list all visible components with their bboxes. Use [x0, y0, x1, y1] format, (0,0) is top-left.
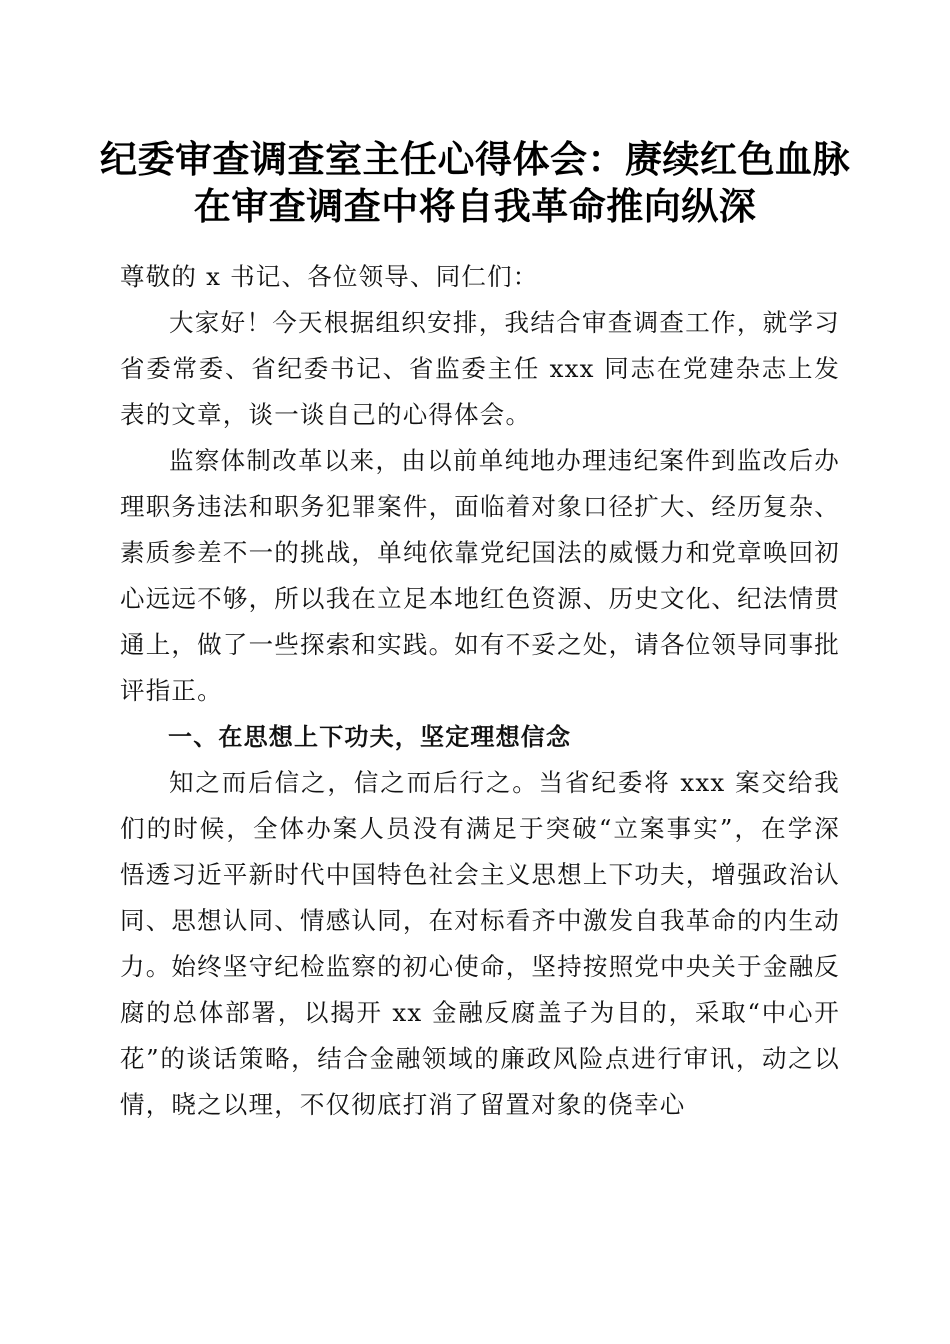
paragraph-background: 监察体制改革以来，由以前单纯地办理违纪案件到监改后办理职务违法和职务犯罪案件，面临着对象口径扩大、经历复杂、素质参差不一的挑战，单纯依靠党纪国法的威慑力和党章唤回初心远远不够，所以我在立足本地红色资源、历史文化、纪法情贯通上，做了一些探索和实践。如有不妥之处，请各位领导同事批评指正。 — [120, 446, 840, 705]
document-body — [120, 254, 840, 1128]
title-line-1: 纪委审查调查室主任心得体会：赓续红色血脉 — [100, 137, 850, 181]
salutation: 尊敬的 x 书记、各位领导、同仁们： — [120, 262, 539, 291]
section-heading-1: 一、在思想上下功夫，坚定理想信念 — [168, 723, 572, 751]
title-line-2: 在审查调查中将自我革命推向纵深 — [193, 184, 757, 228]
paragraph-greeting: 大家好！今天根据组织安排，我结合审查调查工作，就学习省委常委、省纪委书记、省监委主任 xxx 同志在党建杂志上发表的文章，谈一谈自己的心得体会。 — [120, 308, 840, 429]
document-title — [0, 136, 950, 230]
paragraph-section-1: 知之而后信之，信之而后行之。当省纪委将 xxx 案交给我们的时候，全体办案人员没有满足于突破“立案事实”，在学深悟透习近平新时代中国特色社会主义思想上下功夫，增强政治认同、思想认同、情感认同，在对标看齐中激发自我革命的内生动力。始终坚守纪检监察的初心使命，坚持按照党中央关于金融反腐的总体部署，以揭开 xx 金融反腐盖子为目的，采取“中心开花”的谈话策略，结合金融领域的廉政风险点进行审讯，动之以情，晓之以理，不仅彻底打消了留置对象的侥幸心 — [120, 768, 840, 1119]
